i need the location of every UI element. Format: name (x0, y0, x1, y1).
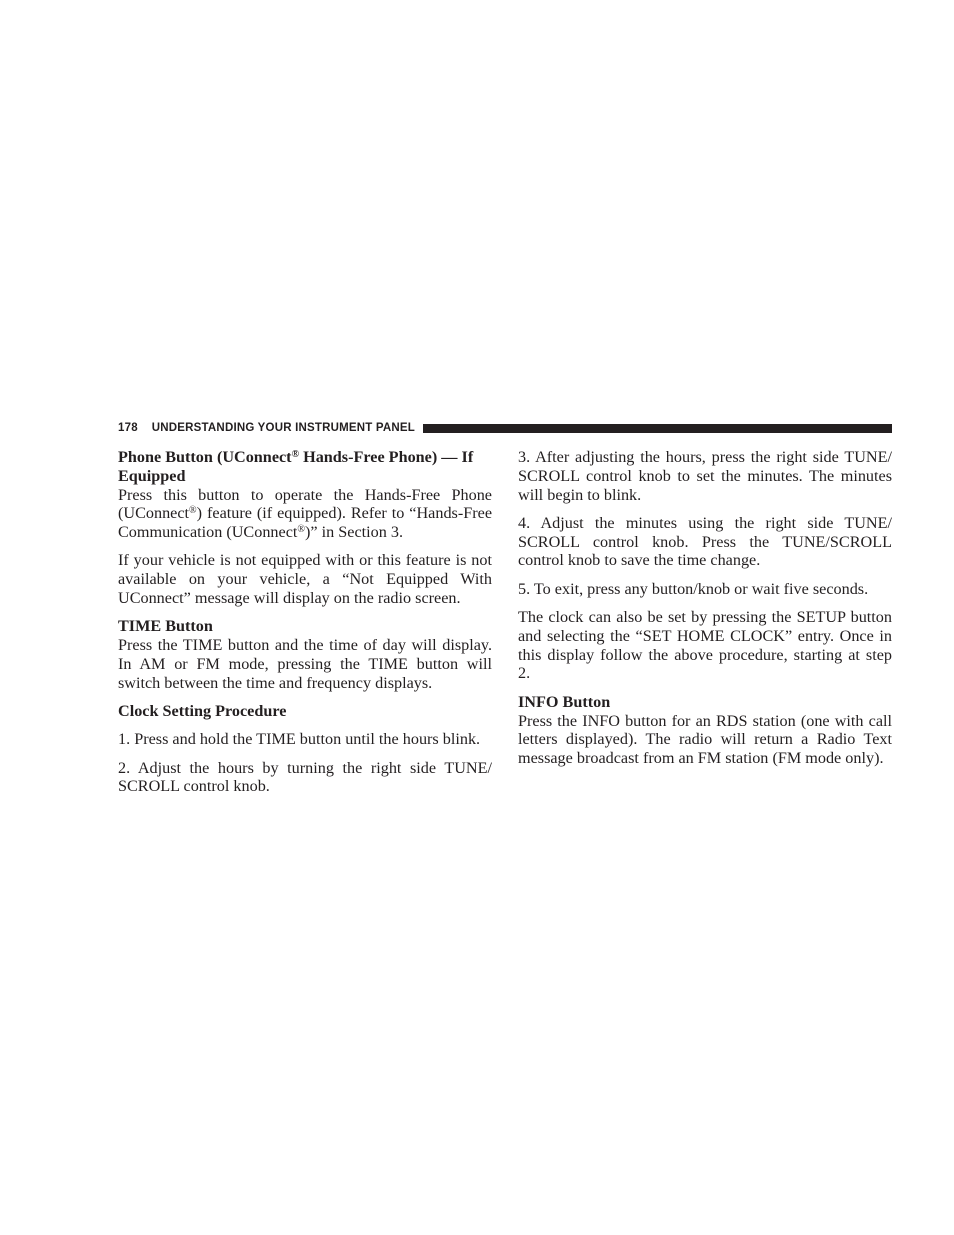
header-rule (423, 424, 892, 433)
right-column (518, 448, 892, 777)
page-number: 178 (118, 422, 138, 434)
phone-button-paragraph-2: If your vehicle is not equipped with or this feature is not available on your vehicle, a “Not Equipped With UConnect” message will display on the radio screen. (118, 551, 492, 608)
clock-setup-paragraph: The clock can also be set by pressing the SETUP button and selecting the “SET HOME CLOCK” entry. Once in this display follow the above procedure, starting at step 2. (518, 608, 892, 683)
registered-mark: ® (189, 505, 197, 517)
section-title: UNDERSTANDING YOUR INSTRUMENT PANEL (151, 422, 415, 434)
info-button-heading: INFO Button (518, 692, 611, 711)
time-button-paragraph: Press the TIME button and the time of day will display. In AM or FM mode, pressing the TIME button will switch between the time and frequency displays. (118, 636, 492, 692)
info-button-paragraph: Press the INFO button for an RDS station (one with call letters displayed). The radio will return a Radio Text message broadcast from an FM station (FM mode only). (518, 711, 892, 768)
registered-mark: ® (297, 524, 305, 536)
clock-setting-heading: Clock Setting Procedure (118, 702, 287, 721)
clock-step-2: 2. Adjust the hours by turning the right side TUNE/ SCROLL control knob. (118, 758, 492, 796)
clock-step-1: 1. Press and hold the TIME button until the hours blink. (118, 730, 481, 749)
clock-step-5: 5. To exit, press any button/knob or wait five seconds. (518, 579, 869, 598)
clock-step-3: 3. After adjusting the hours, press the right side TUNE/ SCROLL control knob to set the minutes. The minutes will begin to blink. (518, 448, 892, 504)
left-column (118, 448, 492, 806)
phone-button-paragraph-1: Press this button to operate the Hands-Free Phone (UConnect®) feature (if equipped). Refer to “Hands-Free Communication (UConnect®)” in Section 3. (118, 485, 492, 542)
phone-button-heading: Phone Button (UConnect® Hands-Free Phone) — If Equipped (118, 448, 474, 485)
page-header (118, 420, 892, 436)
registered-mark: ® (291, 449, 300, 460)
time-button-heading: TIME Button (118, 617, 213, 636)
clock-step-4: 4. Adjust the minutes using the right side TUNE/ SCROLL control knob. Press the TUNE/SCROLL control knob to save the time change. (518, 513, 892, 570)
